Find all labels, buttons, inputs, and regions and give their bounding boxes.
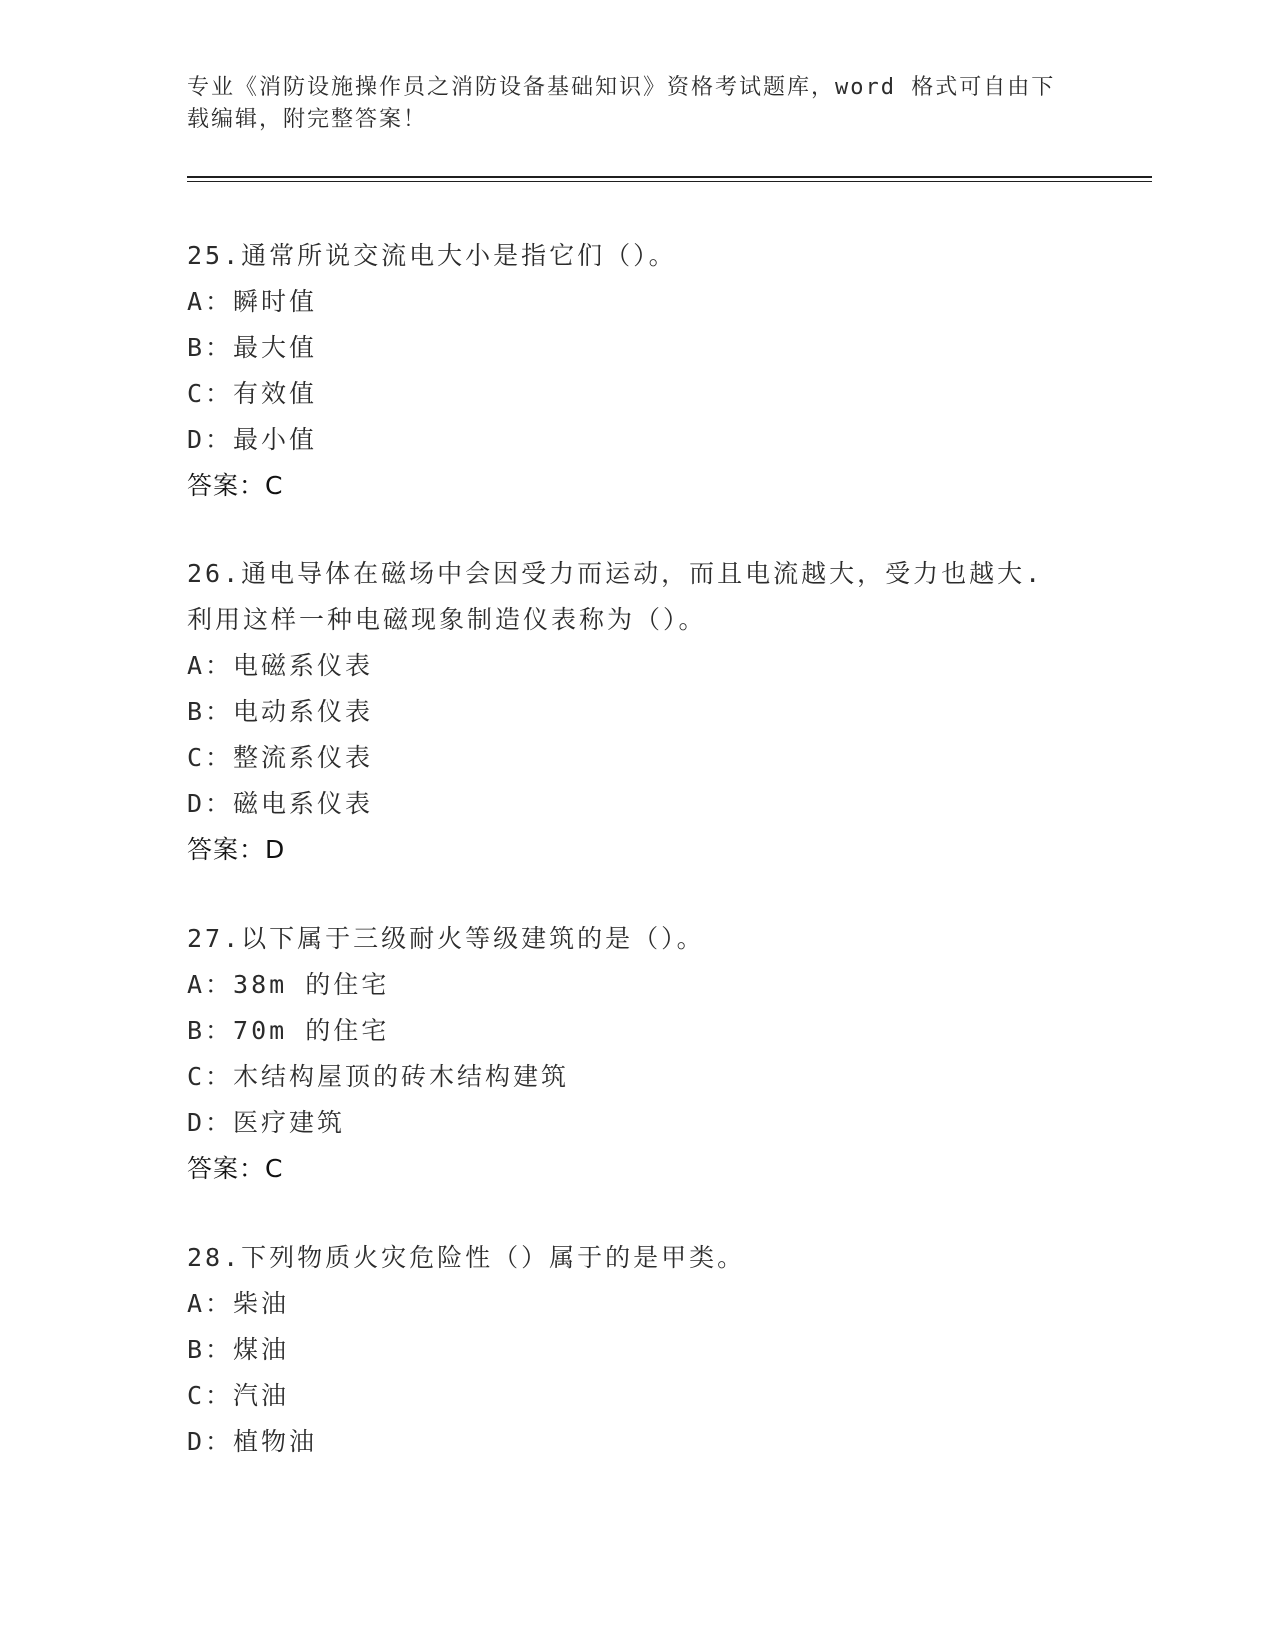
question-stem: 25.通常所说交流电大小是指它们（）。 xyxy=(187,241,677,270)
header-divider-thick xyxy=(187,176,1152,178)
header-line-2: 载编辑，附完整答案！ xyxy=(187,107,428,132)
answer-line: 答案：D xyxy=(187,835,286,864)
option-a: A：柴油 xyxy=(187,1289,290,1318)
question-25 xyxy=(187,233,1087,509)
question-stem: 28.下列物质火灾危险性（）属于的是甲类。 xyxy=(187,1243,746,1272)
option-d: D：植物油 xyxy=(187,1427,318,1456)
option-c: C：有效值 xyxy=(187,379,318,408)
option-b: B：最大值 xyxy=(187,333,318,362)
option-b: B：70m 的住宅 xyxy=(187,1016,390,1045)
option-c: C：汽油 xyxy=(187,1381,290,1410)
option-a: A：38m 的住宅 xyxy=(187,970,390,999)
option-a: A：电磁系仪表 xyxy=(187,651,374,680)
option-a: A：瞬时值 xyxy=(187,287,318,316)
question-26 xyxy=(187,551,1087,873)
question-28 xyxy=(187,1235,1087,1465)
option-c: C：整流系仪表 xyxy=(187,743,374,772)
header-line-1: 专业《消防设施操作员之消防设备基础知识》资格考试题库，word 格式可自由下 xyxy=(187,75,1056,100)
document-header xyxy=(187,72,1087,136)
option-d: D：医疗建筑 xyxy=(187,1108,346,1137)
question-27 xyxy=(187,916,1087,1192)
header-divider-thin xyxy=(187,181,1152,182)
option-c: C：木结构屋顶的砖木结构建筑 xyxy=(187,1062,570,1091)
question-stem-line-2: 利用这样一种电磁现象制造仪表称为（）。 xyxy=(187,605,707,634)
option-d: D：磁电系仪表 xyxy=(187,789,374,818)
answer-line: 答案：C xyxy=(187,471,284,500)
option-d: D：最小值 xyxy=(187,425,318,454)
option-b: B：电动系仪表 xyxy=(187,697,374,726)
answer-line: 答案：C xyxy=(187,1154,284,1183)
question-stem-line-1: 26.通电导体在磁场中会因受力而运动，而且电流越大，受力也越大. xyxy=(187,559,1044,588)
option-b: B：煤油 xyxy=(187,1335,290,1364)
question-stem: 27.以下属于三级耐火等级建筑的是（）。 xyxy=(187,924,705,953)
